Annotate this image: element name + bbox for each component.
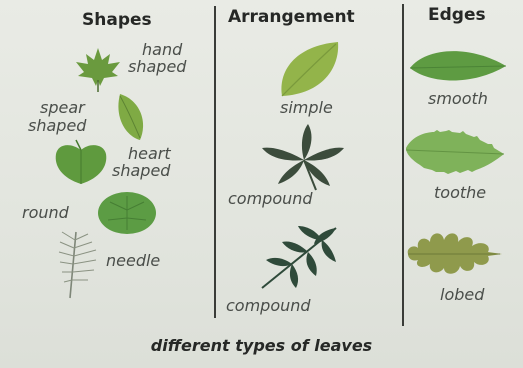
label-hand-shaped: shaped [128,57,187,76]
toothed-edge-leaf-icon [404,128,506,176]
label-needle: needle [106,251,161,270]
header-edges: Edges [428,5,486,25]
hand-shaped-leaf-icon [72,46,124,92]
label-compound-pinnate: compound [226,296,311,315]
simple-leaf-icon [276,38,344,100]
spear-shaped-leaf-icon [112,92,148,142]
column-divider-left [214,6,216,318]
label-heart-shaped: shaped [112,161,171,180]
label-toothed: toothe [434,183,487,202]
header-arrangement: Arrangement [228,7,355,27]
figure-caption: different types of leaves [150,336,373,355]
lobed-edge-leaf-icon [404,226,504,278]
label-heart: heart [128,144,171,163]
palmate-compound-leaf-icon [256,122,350,192]
label-simple: simple [280,98,333,117]
round-leaf-icon [96,190,158,236]
pinnate-compound-leaf-icon [254,222,344,292]
label-lobed: lobed [440,285,485,304]
smooth-edge-leaf-icon [408,44,508,86]
label-compound-palmate: compound [228,189,313,208]
label-spear: spear [40,98,85,117]
label-spear-shaped: shaped [28,116,87,135]
label-smooth: smooth [428,89,488,108]
label-round: round [22,203,69,222]
header-shapes: Shapes [82,10,152,30]
needle-leaf-icon [56,228,100,300]
heart-shaped-leaf-icon [52,138,110,186]
label-hand: hand [142,40,183,59]
